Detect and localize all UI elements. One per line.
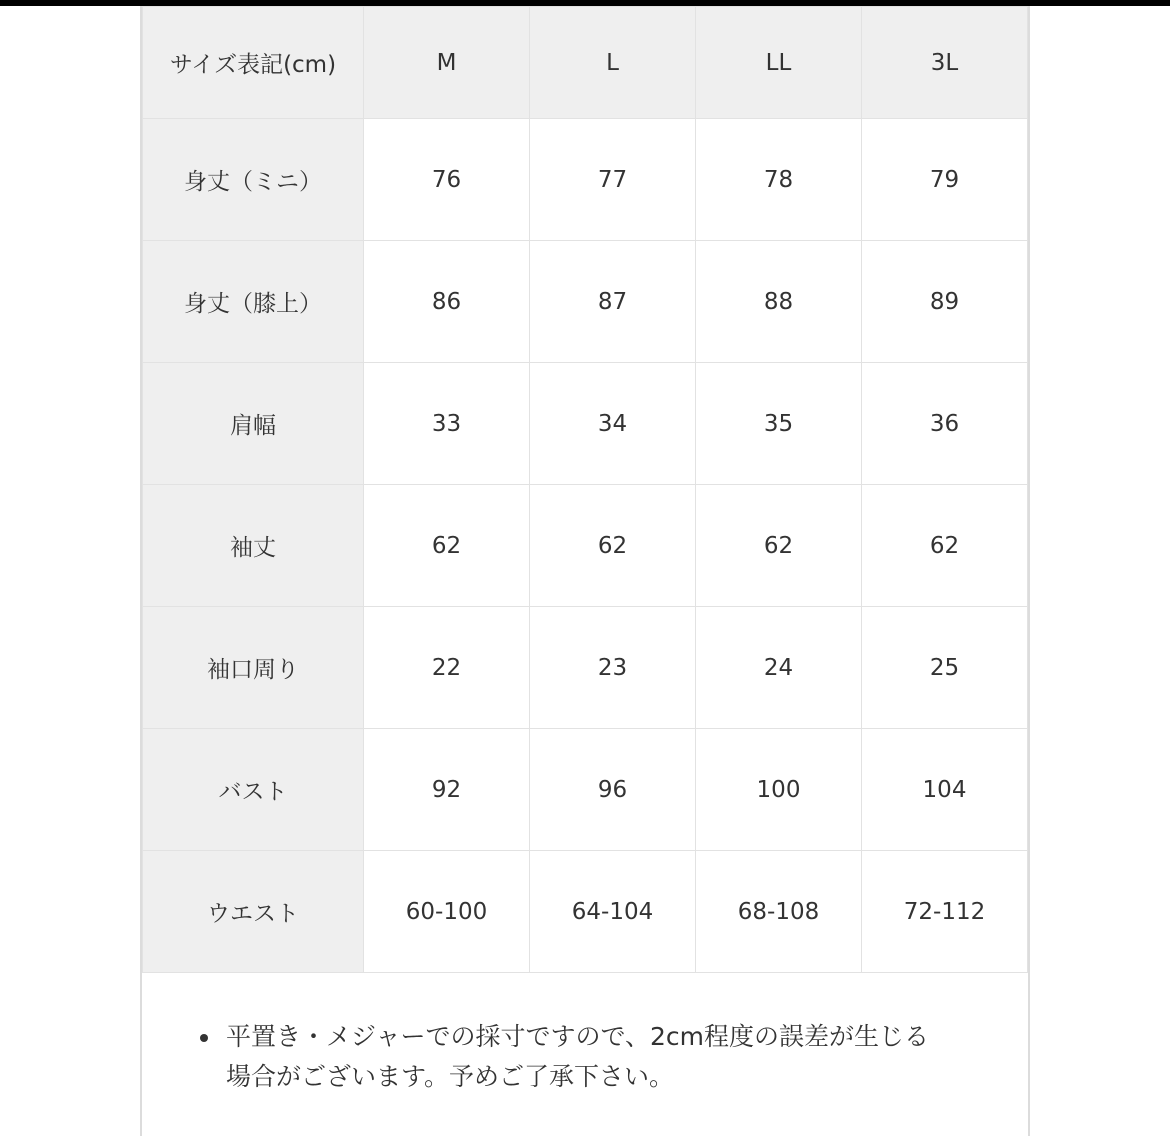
table-cell: 23 xyxy=(530,607,696,729)
table-row xyxy=(143,119,1028,241)
note-text xyxy=(206,1017,986,1097)
header-size-label: サイズ表記(cm) xyxy=(143,7,364,119)
table-row xyxy=(143,363,1028,485)
table-cell: 92 xyxy=(364,729,530,851)
table-cell: 88 xyxy=(696,241,862,363)
table-cell: 62 xyxy=(364,485,530,607)
size-chart-panel xyxy=(140,6,1030,1136)
table-cell: 33 xyxy=(364,363,530,485)
table-cell: 34 xyxy=(530,363,696,485)
table-cell: 100 xyxy=(696,729,862,851)
size-table xyxy=(142,6,1028,973)
table-cell: 89 xyxy=(862,241,1028,363)
row-label: 身丈（膝上） xyxy=(143,241,364,363)
table-row xyxy=(143,851,1028,973)
note-line-2: 場合がございます。予めご了承下さい。 xyxy=(226,1062,675,1091)
header-size-3l: 3L xyxy=(862,7,1028,119)
table-row xyxy=(143,485,1028,607)
row-label: 袖口周り xyxy=(143,607,364,729)
table-cell: 104 xyxy=(862,729,1028,851)
table-cell: 78 xyxy=(696,119,862,241)
table-cell: 62 xyxy=(696,485,862,607)
table-cell: 25 xyxy=(862,607,1028,729)
table-cell: 35 xyxy=(696,363,862,485)
table-cell: 62 xyxy=(530,485,696,607)
row-label: 肩幅 xyxy=(143,363,364,485)
table-header-row xyxy=(143,7,1028,119)
table-row xyxy=(143,729,1028,851)
table-cell: 22 xyxy=(364,607,530,729)
table-cell: 62 xyxy=(862,485,1028,607)
bullet-icon xyxy=(200,1034,208,1042)
table-row xyxy=(143,607,1028,729)
note-line-1: 平置き・メジャーでの採寸ですので、2cm程度の誤差が生じる xyxy=(226,1022,930,1051)
row-label: 身丈（ミニ） xyxy=(143,119,364,241)
table-cell: 86 xyxy=(364,241,530,363)
header-size-l: L xyxy=(530,7,696,119)
table-cell: 72-112 xyxy=(862,851,1028,973)
header-size-m: M xyxy=(364,7,530,119)
table-cell: 76 xyxy=(364,119,530,241)
table-cell: 64-104 xyxy=(530,851,696,973)
table-cell: 24 xyxy=(696,607,862,729)
table-cell: 79 xyxy=(862,119,1028,241)
table-row xyxy=(143,241,1028,363)
header-size-ll: LL xyxy=(696,7,862,119)
row-label: 袖丈 xyxy=(143,485,364,607)
row-label: バスト xyxy=(143,729,364,851)
table-cell: 87 xyxy=(530,241,696,363)
table-cell: 36 xyxy=(862,363,1028,485)
table-cell: 68-108 xyxy=(696,851,862,973)
measurement-note xyxy=(142,1017,1028,1097)
table-cell: 96 xyxy=(530,729,696,851)
table-cell: 60-100 xyxy=(364,851,530,973)
row-label: ウエスト xyxy=(143,851,364,973)
table-cell: 77 xyxy=(530,119,696,241)
